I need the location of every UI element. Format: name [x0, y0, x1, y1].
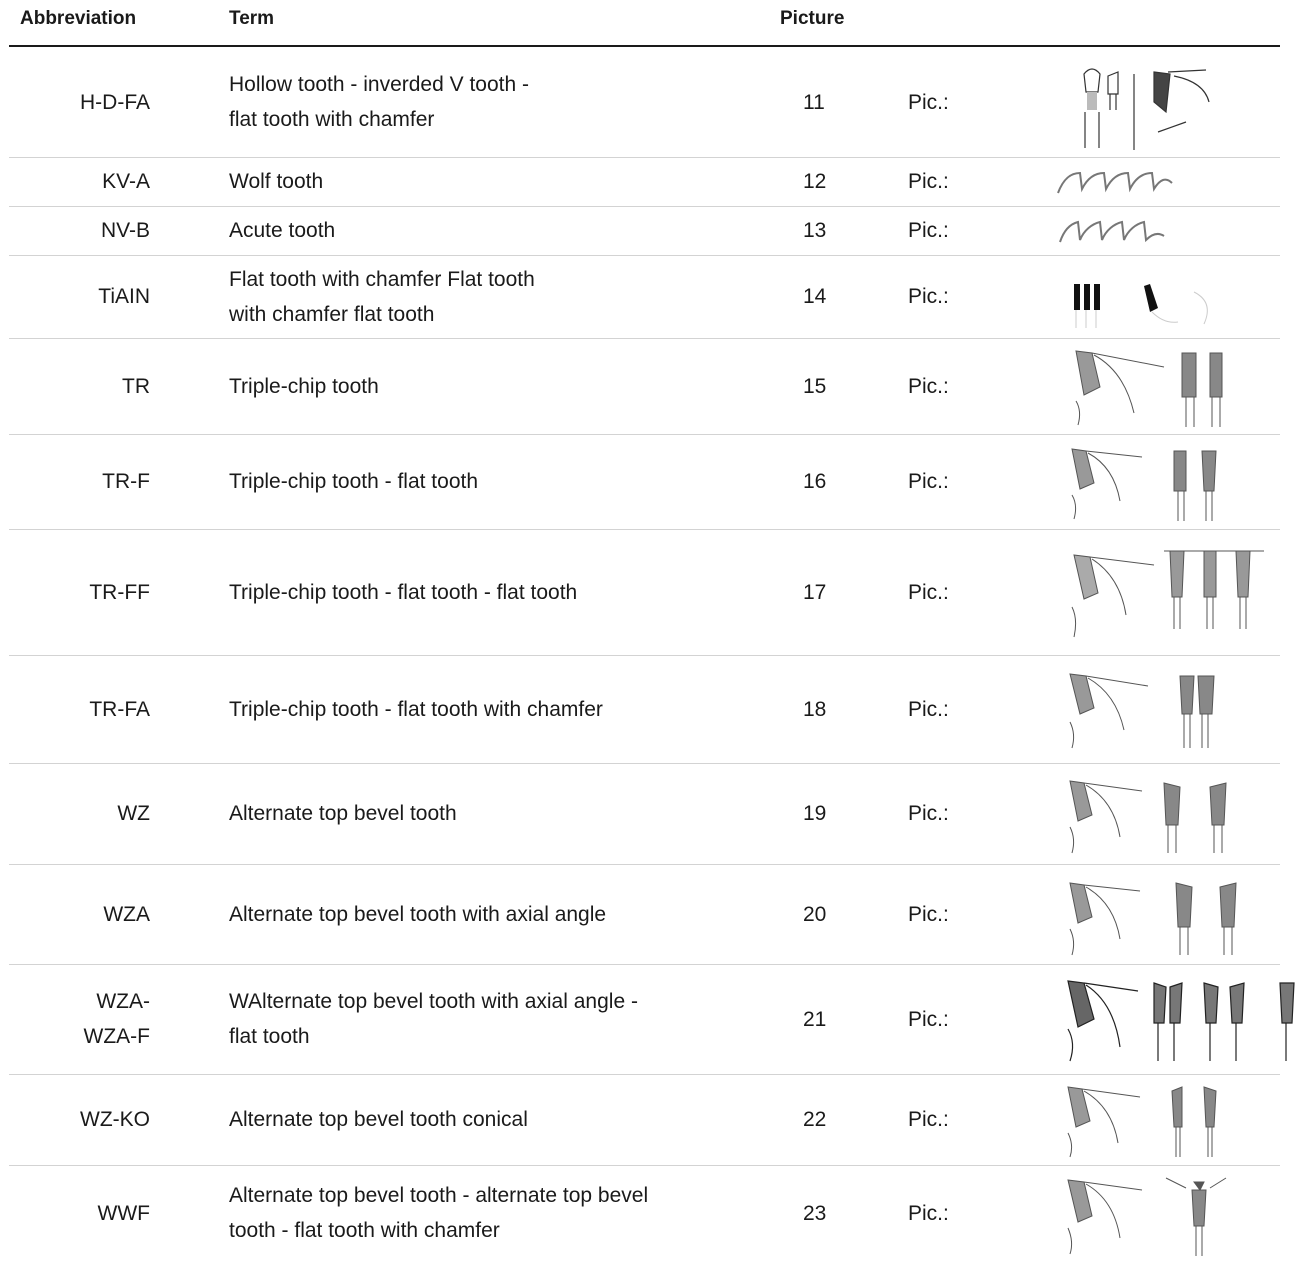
- picture-label: Pic.:: [908, 802, 949, 825]
- triple-chip-chamfer-diagram-icon: [1054, 655, 1280, 763]
- table-row: [9, 206, 1280, 256]
- picture-label: Pic.:: [908, 285, 949, 308]
- term-cell: [229, 529, 729, 655]
- term-line: Alternate top bevel tooth - alternate top bevel: [229, 1184, 649, 1207]
- term-cell: [229, 1165, 729, 1261]
- flat-tooth-chamfer-diagram-icon: [1054, 255, 1280, 338]
- picture-label: Pic.:: [908, 170, 949, 193]
- abbreviation-cell: TR-FA: [89, 697, 150, 721]
- header-term: Term: [229, 8, 275, 29]
- picture-label: Pic.:: [908, 90, 949, 114]
- term-line: Alternate top bevel tooth: [229, 802, 457, 825]
- picture-label: Pic.:: [908, 697, 949, 721]
- term-line: flat tooth: [229, 1025, 310, 1048]
- term-line: Alternate top bevel tooth with axial angle: [229, 902, 607, 926]
- wolf-tooth-diagram-icon: [1054, 157, 1280, 206]
- header-abbreviation: Abbreviation: [20, 8, 137, 29]
- table-row: [9, 964, 1280, 1075]
- header-picture: Picture: [780, 8, 845, 29]
- term-cell: [229, 655, 729, 763]
- term-line: Alternate top bevel tooth conical: [229, 1108, 528, 1131]
- acute-tooth-diagram-icon: [1054, 206, 1280, 255]
- picture-label: Pic.:: [908, 580, 949, 604]
- term-line: tooth - flat tooth with chamfer: [229, 1219, 500, 1242]
- table-row: [9, 1074, 1280, 1166]
- picture-number: 14: [803, 285, 827, 308]
- abbreviation-cell: WZ-KO: [80, 1108, 150, 1131]
- picture-number: 19: [803, 802, 827, 825]
- table-row: [9, 47, 1280, 158]
- table-row: [9, 434, 1280, 530]
- term-cell: [229, 1074, 729, 1165]
- picture-label: Pic.:: [908, 1201, 949, 1225]
- picture-label: Pic.:: [908, 219, 949, 242]
- table-row: [9, 1165, 1280, 1261]
- picture-number: 16: [803, 470, 827, 493]
- term-cell: [229, 157, 729, 206]
- alternate-bevel-axial-flat-diagram-icon: [1054, 964, 1280, 1074]
- picture-label: Pic.:: [908, 374, 949, 398]
- table-row: [9, 864, 1280, 965]
- term-line: Triple-chip tooth - flat tooth with chamfer: [229, 697, 603, 721]
- abbreviation-cell: TiAIN: [98, 285, 150, 308]
- abbreviation-cell: TR-FF: [89, 580, 150, 604]
- term-cell: [229, 47, 729, 157]
- term-cell: [229, 864, 729, 964]
- term-line: Triple-chip tooth - flat tooth - flat tooth: [229, 580, 578, 604]
- term-line: Wolf tooth: [229, 170, 324, 193]
- picture-number: 13: [803, 219, 827, 242]
- abbreviation-cell: WZA: [103, 902, 150, 926]
- abbreviation-cell: TR-F: [102, 470, 150, 493]
- picture-number: 23: [803, 1201, 827, 1225]
- table-row: [9, 529, 1280, 656]
- picture-number: 12: [803, 170, 827, 193]
- term-cell: [229, 964, 729, 1074]
- triple-chip-tooth-diagram-icon: [1054, 338, 1280, 434]
- picture-number: 18: [803, 697, 827, 721]
- table-row: [9, 157, 1280, 207]
- term-cell: [229, 434, 729, 529]
- abbreviation-cell: WZ: [117, 802, 150, 825]
- term-line: WAlternate top bevel tooth with axial angle -: [229, 990, 638, 1013]
- term-line: Acute tooth: [229, 219, 336, 242]
- picture-label: Pic.:: [908, 1007, 949, 1031]
- triple-chip-flat-diagram-icon: [1054, 434, 1280, 529]
- term-cell: [229, 206, 729, 255]
- triple-chip-flat-flat-diagram-icon: [1054, 529, 1280, 655]
- abbreviation-cell: WWF: [97, 1201, 150, 1225]
- picture-label: Pic.:: [908, 1108, 949, 1131]
- abbreviation-cell: H-D-FA: [80, 90, 150, 114]
- picture-number: 20: [803, 902, 827, 926]
- abbreviation-cell: TR: [122, 374, 150, 398]
- table-row: [9, 338, 1280, 435]
- term-cell: [229, 255, 729, 338]
- picture-number: 11: [803, 90, 825, 114]
- table-row: [9, 255, 1280, 339]
- table-row: [9, 655, 1280, 764]
- picture-label: Pic.:: [908, 902, 949, 926]
- term-line: Triple-chip tooth: [229, 374, 379, 398]
- picture-number: 15: [803, 374, 827, 398]
- abbreviation-cell: NV-B: [100, 219, 150, 242]
- table-row: [9, 763, 1280, 865]
- alternate-bevel-conical-diagram-icon: [1054, 1074, 1280, 1165]
- alternate-bevel-flat-chamfer-diagram-icon: [1054, 1165, 1280, 1261]
- picture-number: 21: [803, 1007, 827, 1031]
- term-line: with chamfer flat tooth: [229, 302, 435, 326]
- abbreviation-line: WZA-F: [83, 1025, 150, 1048]
- term-line: Hollow tooth - inverded V tooth -: [229, 73, 529, 96]
- term-line: Flat tooth with chamfer Flat tooth: [229, 267, 535, 291]
- term-cell: [229, 763, 729, 864]
- term-cell: [229, 338, 729, 434]
- term-line: Triple-chip tooth - flat tooth: [229, 470, 479, 493]
- table-header: [0, 0, 1308, 48]
- hollow-tooth-diagram-icon: [1054, 47, 1280, 157]
- alternate-top-bevel-diagram-icon: [1054, 763, 1280, 864]
- abbreviation-cell: KV-A: [102, 170, 150, 193]
- picture-label: Pic.:: [908, 470, 949, 493]
- picture-number: 22: [803, 1108, 827, 1131]
- abbreviation-cell: [9, 964, 150, 1074]
- picture-number: 17: [803, 580, 827, 604]
- abbreviation-line: WZA-: [96, 990, 150, 1013]
- alternate-bevel-axial-diagram-icon: [1054, 864, 1280, 964]
- term-line: flat tooth with chamfer: [229, 108, 435, 131]
